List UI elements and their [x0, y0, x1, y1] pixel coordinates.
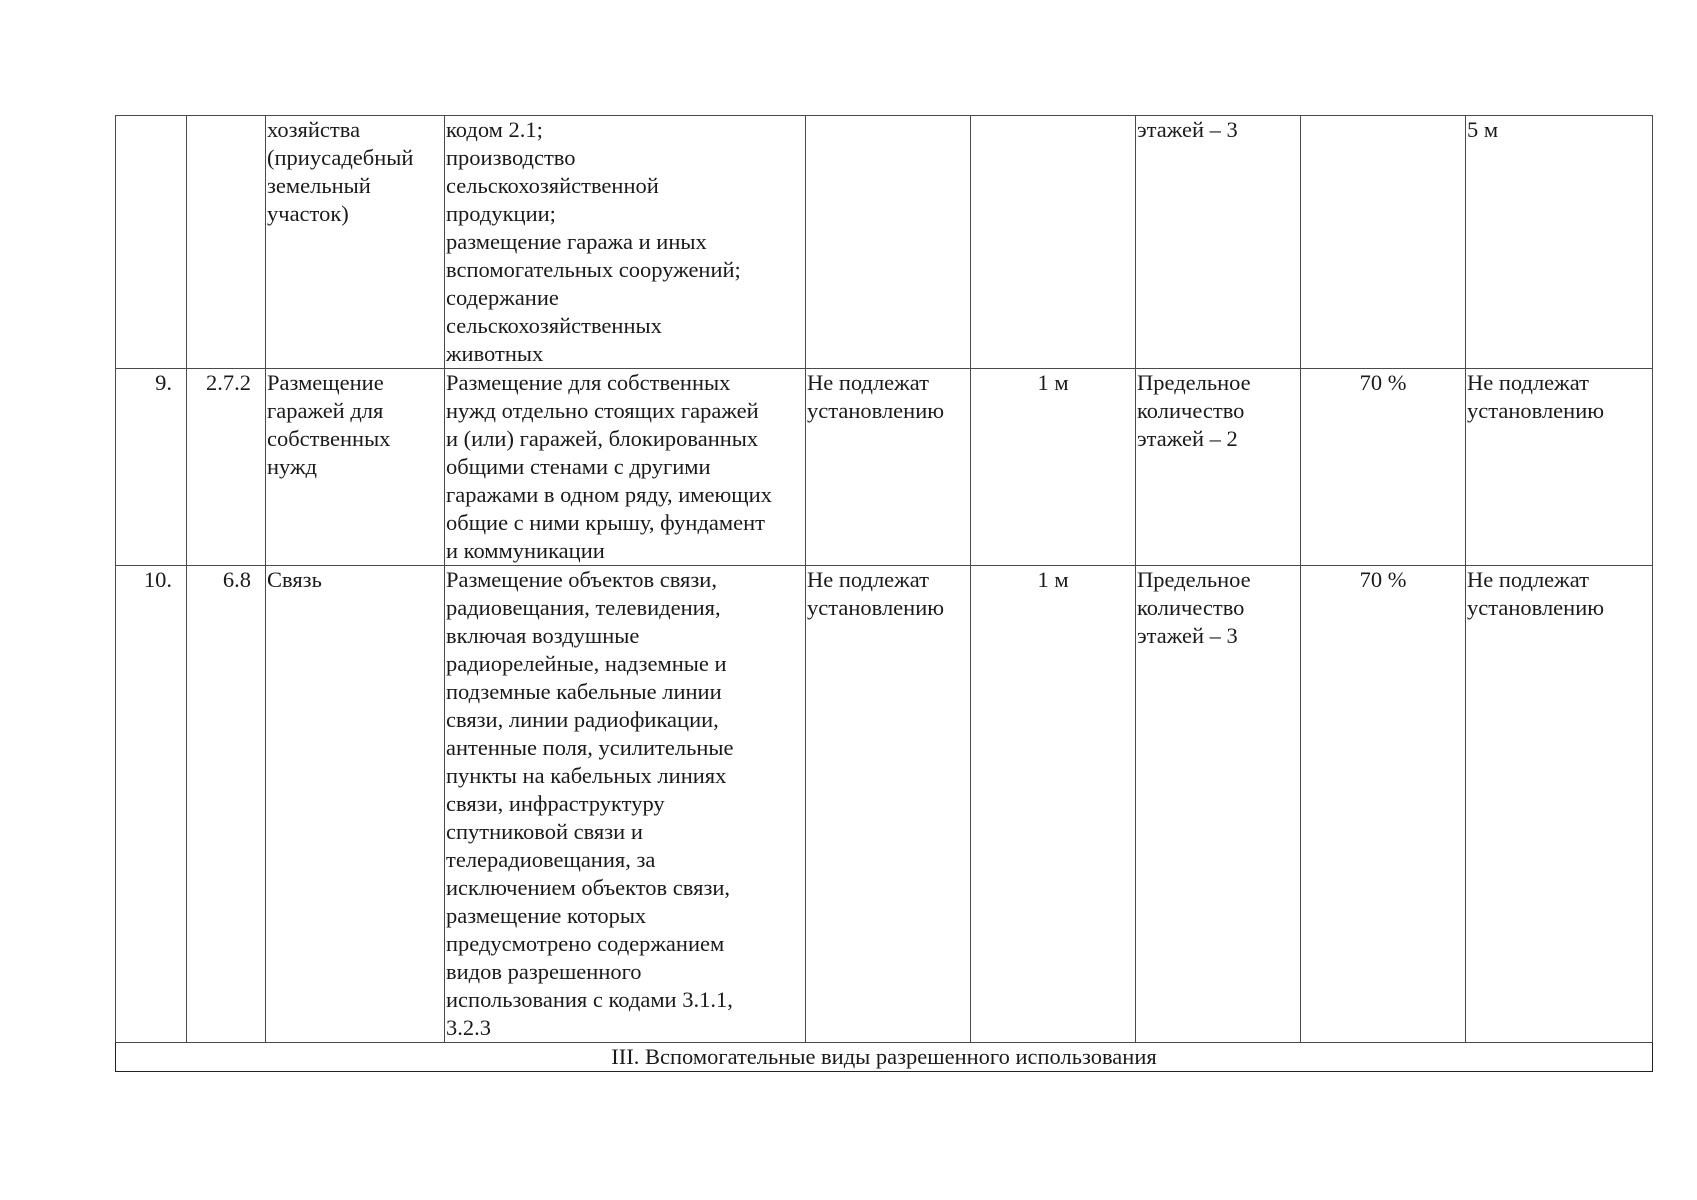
table-row: [116, 369, 1653, 566]
section-heading-row: [116, 1043, 1653, 1072]
coverage-percent-cell: 70 %: [1301, 369, 1466, 566]
coverage-percent-cell: 70 %: [1301, 566, 1466, 1043]
setback-cell: 1 м: [971, 566, 1136, 1043]
row-number-cell: 10.: [116, 566, 187, 1043]
floors-limit-cell: Предельное количество этажей – 2: [1136, 369, 1301, 566]
floors-limit-cell: Предельное количество этажей – 3: [1136, 566, 1301, 1043]
use-type-name-cell: хозяйства (приусадебный земельный участок): [266, 116, 445, 369]
row-code-cell: [187, 116, 266, 369]
zoning-table: [115, 115, 1653, 1072]
parameter-cell: [806, 116, 971, 369]
use-type-description-cell: Размещение для собственных нужд отдельно стоящих гаражей и (или) гаражей, блокированных общими стенами с другими гаражами в одном ряду, имеющих общие с ними крышу, фундамент и коммуникации: [445, 369, 806, 566]
height-limit-cell: 5 м: [1466, 116, 1653, 369]
parameter-cell: Не подлежат установлению: [806, 369, 971, 566]
setback-cell: [971, 116, 1136, 369]
row-code-cell: 6.8: [187, 566, 266, 1043]
section-heading: III. Вспомогательные виды разрешенного использования: [116, 1043, 1653, 1072]
coverage-percent-cell: [1301, 116, 1466, 369]
floors-limit-cell: этажей – 3: [1136, 116, 1301, 369]
use-type-description-cell: кодом 2.1; производство сельскохозяйственной продукции; размещение гаража и иных вспомогательных сооружений; содержание сельскохозяйственных животных: [445, 116, 806, 369]
parameter-cell: Не подлежат установлению: [806, 566, 971, 1043]
table-row: [116, 566, 1653, 1043]
height-limit-cell: Не подлежат установлению: [1466, 369, 1653, 566]
row-number-cell: [116, 116, 187, 369]
row-code-cell: 2.7.2: [187, 369, 266, 566]
table-row: [116, 116, 1653, 369]
height-limit-cell: Не подлежат установлению: [1466, 566, 1653, 1043]
setback-cell: 1 м: [971, 369, 1136, 566]
use-type-name-cell: Связь: [266, 566, 445, 1043]
row-number-cell: 9.: [116, 369, 187, 566]
use-type-description-cell: Размещение объектов связи, радиовещания, телевидения, включая воздушные радиорелейные, надземные и подземные кабельные линии связи, линии радиофикации, антенные поля, усилительные пункты на кабельных линиях связи, инфраструктуру спутниковой связи и телерадиовещания, за исключением объектов связи, размещение которых предусмотрено содержанием видов разрешенного использования с кодами 3.1.1, 3.2.3: [445, 566, 806, 1043]
use-type-name-cell: Размещение гаражей для собственных нужд: [266, 369, 445, 566]
